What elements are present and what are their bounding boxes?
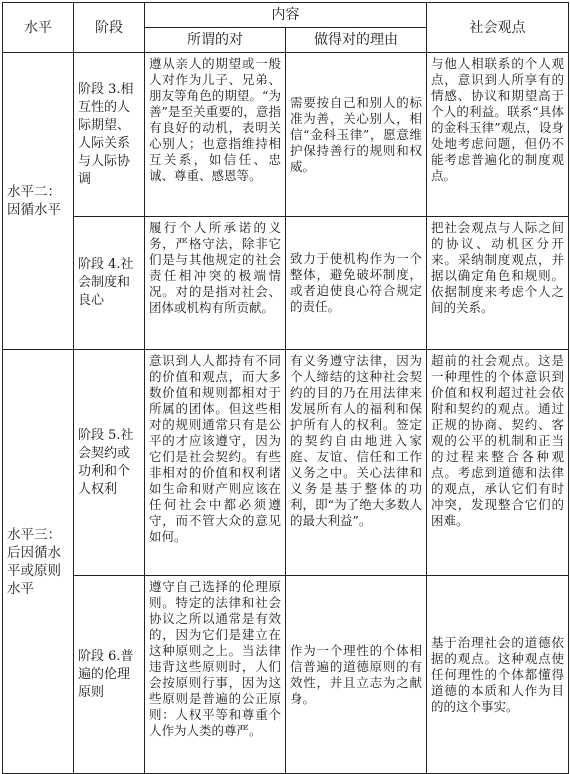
stage-3-reasons: 需要按自己和别人的标准为善，关心别人，相信“金科玉律”，愿意维护保持善行的规则和权威。 [286, 53, 427, 217]
stage-5-reasons: 有义务遵守法律，因为个人缔结的这种社会契约的目的乃在用法律来发展所有人的福利和保护所有人的权利。签定的契约自由地进入家庭、友谊、信任和工作义务之中。关心法律和义务是基于整体的功利，即“为了绝大多数人的最大利益”。 [286, 350, 427, 576]
stage-4-what-is-right: 履行个人所承诺的义务，严格守法，除非它们是与其他规定的社会责任相冲突的极端情况。对的是指对社会、团体或机构有所贡献。 [145, 217, 286, 350]
header-social-perspective: 社会观点 [427, 3, 569, 53]
stage-4-label: 阶段 4.社会制度和良心 [74, 217, 145, 350]
stage-3-social-perspective: 与他人相联系的个人观点，意识到人所享有的情感、协议和期望高于个人的利益。联系“具体的金科玉律”观点，设身处地考虑问题，但仍不能考虑普遍化的制度观点。 [427, 53, 569, 217]
table-row [3, 576, 569, 774]
level-3-label: 水平三：后因循水平或原则水平 [3, 350, 74, 774]
header-level: 水平 [3, 3, 74, 53]
table-row [3, 217, 569, 350]
stage-5-what-is-right: 意识到人人都持有不同的价值和观点，而大多数价值和规则都相对于所属的团体。但这些相对的规则通常只有是公平的才应该遵守，因为它们是社会契约。有些非相对的价值和权利诸如生命和财产则应该在任何社会中都必须遵守，而不管大众的意见如何。 [145, 350, 286, 576]
stage-3-what-is-right: 遵从亲人的期望或一般人对作为儿子、兄弟、朋友等角色的期望。“为善”是至关重要的，意指有良好的动机，表明关心别人；也意指维持相互关系，如信任、忠诚、尊重、感恩等。 [145, 53, 286, 217]
stage-6-label: 阶段 6.普遍的伦理原则 [74, 576, 145, 774]
header-stage: 阶段 [74, 3, 145, 53]
moral-stages-table [2, 2, 569, 774]
stage-4-social-perspective: 把社会观点与人际之间的协议、动机区分开来。采纳制度观点，并据以确定角色和规则。依据制度来考虑个人之间的关系。 [427, 217, 569, 350]
header-what-is-right: 所谓的对 [145, 28, 286, 53]
stage-6-reasons: 作为一个理性的个体相信普遍的道德原则的有效性，并且立志为之献身。 [286, 576, 427, 774]
stage-5-social-perspective: 超前的社会观点。这是一种理性的个体意识到价值和权利超过社会依附和契约的观点。通过正规的协商、契约、客观的公平的机制和正当的过程来整合各种观点。考虑到道德和法律的观点，承认它们有时冲突，发现整合它们的困难。 [427, 350, 569, 576]
stage-6-social-perspective: 基于治理社会的道德依据的观点。这种观点使任何理性的个体都懂得道德的本质和人作为目的的这个事实。 [427, 576, 569, 774]
header-content: 内容 [145, 3, 427, 28]
level-2-label: 水平二：因循水平 [3, 53, 74, 350]
stage-4-reasons: 致力于使机构作为一个整体，避免破坏制度，或者迫使良心符合规定的责任。 [286, 217, 427, 350]
stage-5-label: 阶段 5.社会契约或功利和个人权利 [74, 350, 145, 576]
stage-6-what-is-right: 遵守自己选择的伦理原则。特定的法律和社会协议之所以通常是有效的，因为它们是建立在这种原则之上。当法律违背这些原则时，人们会按原则行事，因为这些原则是普遍的公正原则：人权平等和尊重个人作为人类的尊严。 [145, 576, 286, 774]
table-row [3, 53, 569, 217]
table-row [3, 350, 569, 576]
header-reasons: 做得对的理由 [286, 28, 427, 53]
stage-3-label: 阶段 3.相互性的人际期望、人际关系与人际协调 [74, 53, 145, 217]
